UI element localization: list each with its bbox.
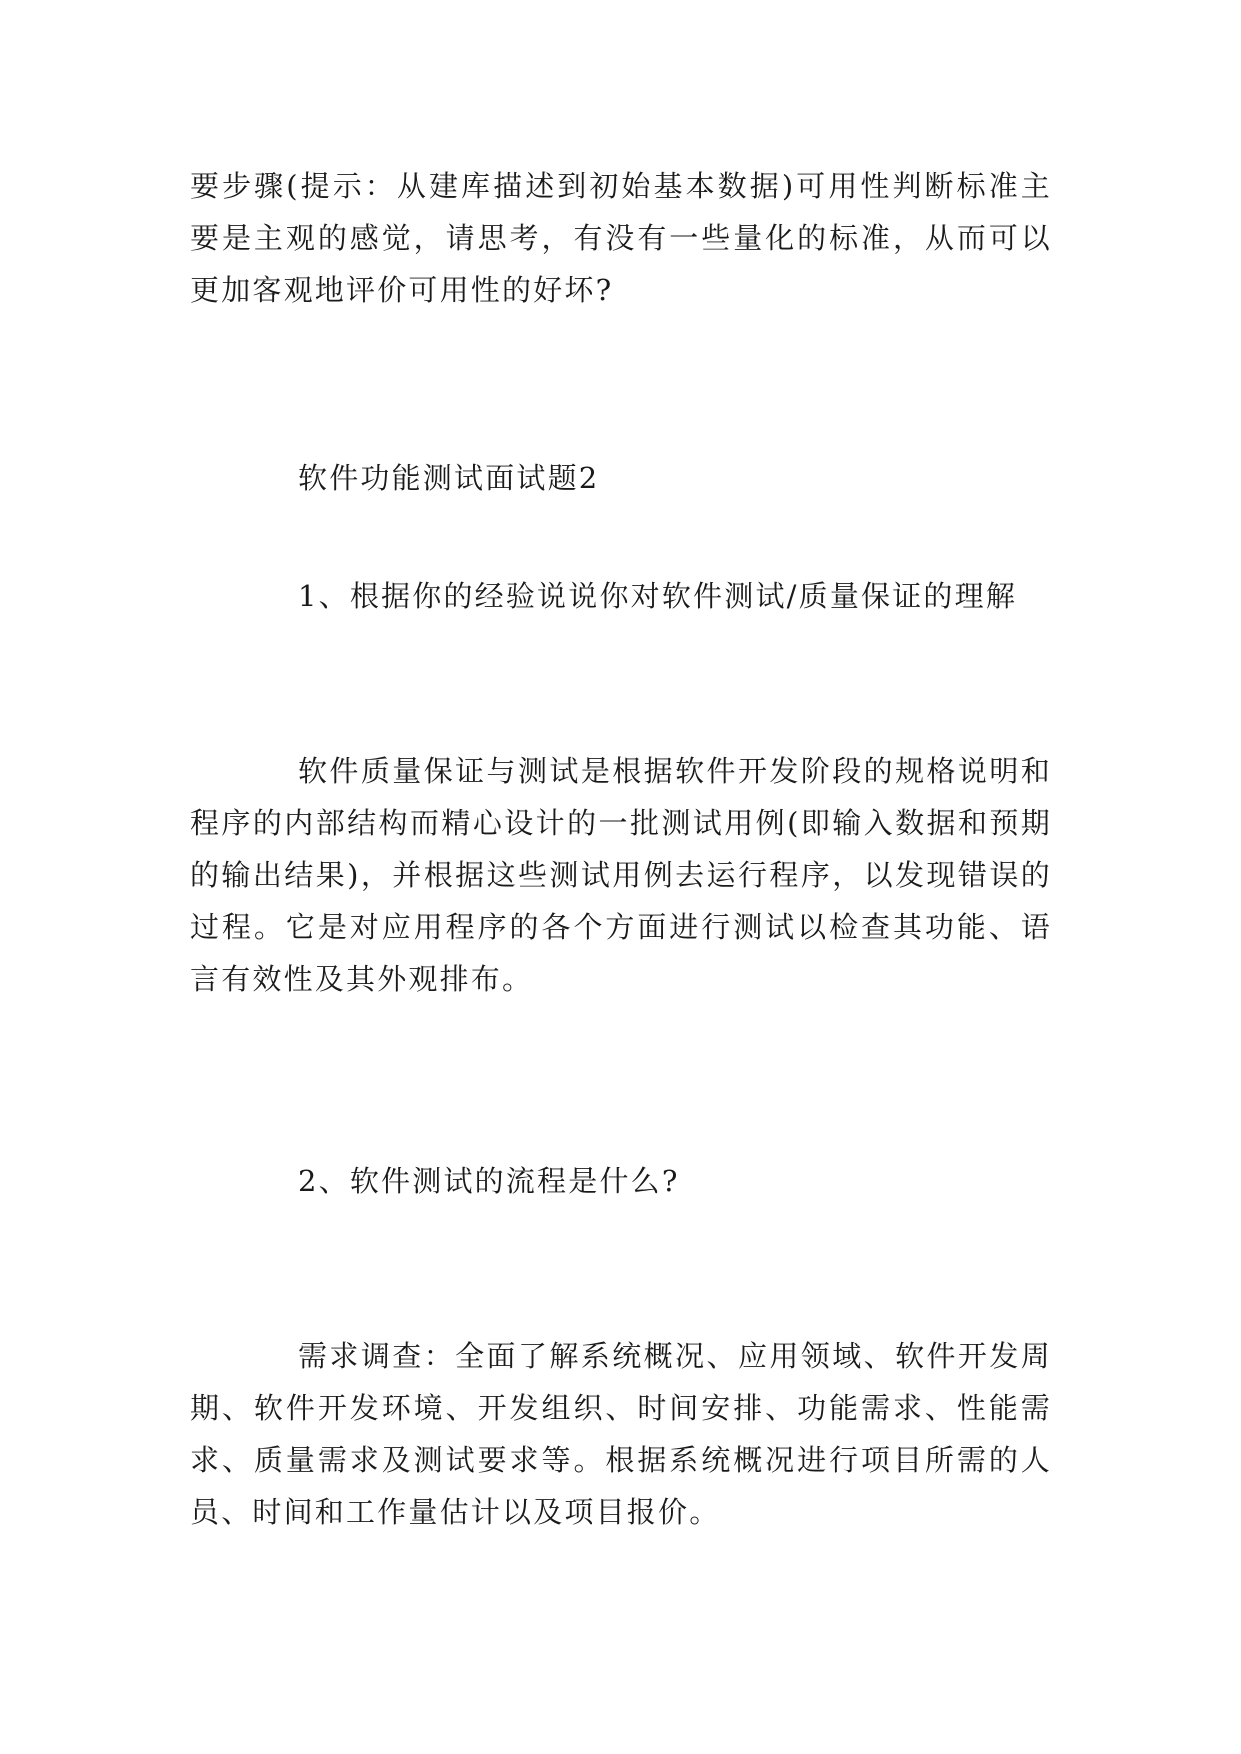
question-2: 2、软件测试的流程是什么? bbox=[298, 1164, 680, 1198]
question-1: 1、根据你的经验说说你对软件测试/质量保证的理解 bbox=[298, 579, 1018, 613]
answer-2: 需求调查：全面了解系统概况、应用领域、软件开发周期、软件开发环境、开发组织、时间安排、功能需求、性能需求、质量需求及测试要求等。根据系统概况进行项目所需的人员、时间和工作量估计以及项目报价。 bbox=[190, 1339, 1052, 1529]
section-title: 软件功能测试面试题2 bbox=[298, 461, 600, 495]
paragraph-continuation: 要步骤(提示：从建库描述到初始基本数据)可用性判断标准主要是主观的感觉，请思考，有没有一些量化的标准，从而可以更加客观地评价可用性的好坏? bbox=[190, 169, 1052, 307]
answer-1: 软件质量保证与测试是根据软件开发阶段的规格说明和程序的内部结构而精心设计的一批测试用例(即输入数据和预期的输出结果)，并根据这些测试用例去运行程序，以发现错误的过程。它是对应用程序的各个方面进行测试以检查其功能、语言有效性及其外观排布。 bbox=[190, 754, 1052, 996]
